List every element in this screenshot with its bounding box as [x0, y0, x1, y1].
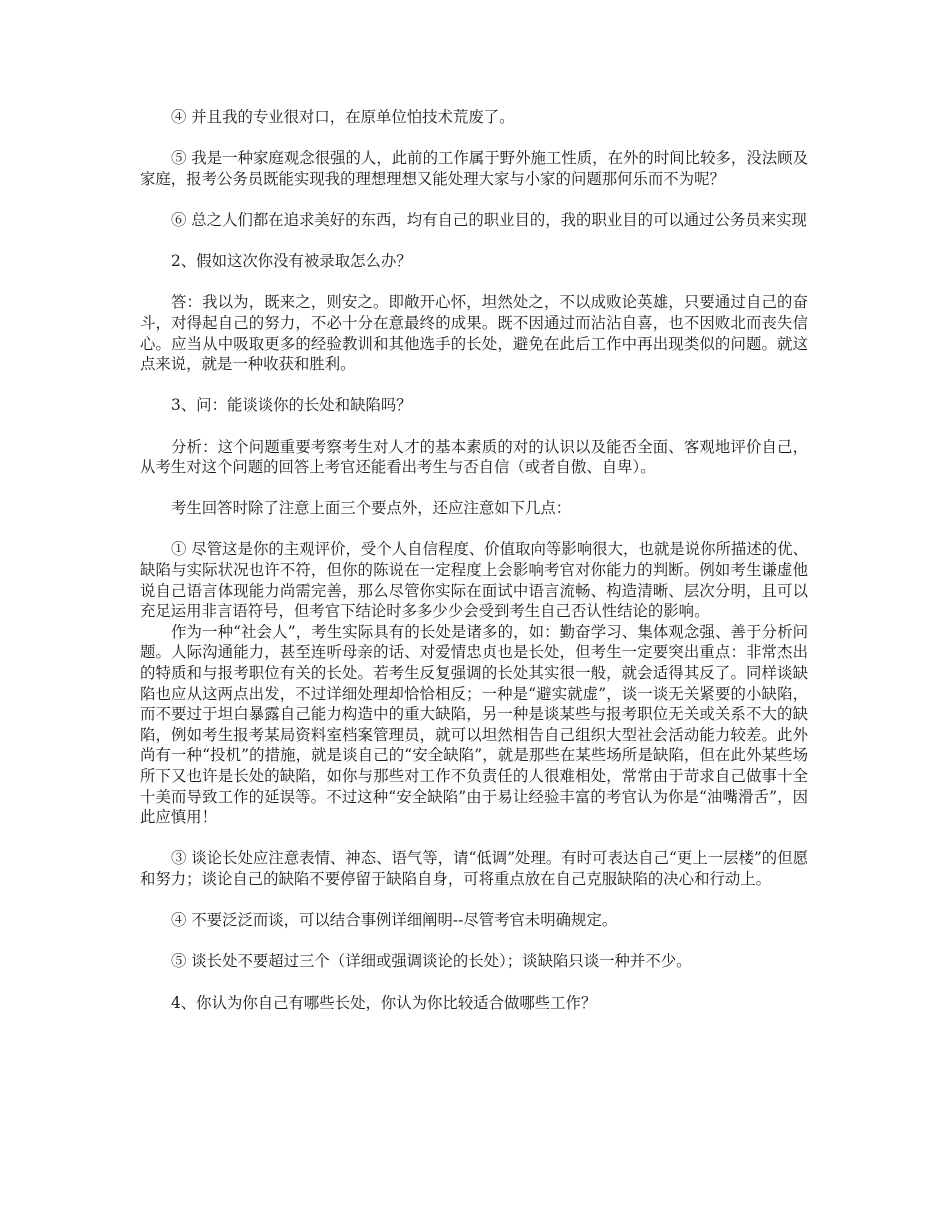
question-2-heading: 2、假如这次你没有被录取怎么办？ [171, 252, 412, 271]
paragraph-point-5-family: ⑤ 我是一种家庭观念很强的人，此前的工作属于野外施工性质，在外的时间比较多，没法顾及家庭，报考公务员既能实现我的理想理想又能处理大家与小家的问题那何乐而不为呢？ [140, 149, 808, 188]
note-1-paragraph: ① 尽管这是你的主观评价，受个人自信程度、价值取向等影响很大，也就是说你所描述的优、缺陷与实际状况也许不符，但你的陈说在一定程度上会影响考官对你能力的判断。例如考生谦虚他说自己语言体现能力尚需完善，那么尽管你实际在面试中语言流畅、构造清晰、层次分明，且可以充足运用非言语符号，但考官下结论时多多少少会受到考生自己否认性结论的影响。 [140, 540, 808, 621]
paragraph-point-6-summary: ⑥ 总之人们都在追求美好的东西，均有自己的职业目的，我的职业目的可以通过公务员来实现 [171, 210, 807, 229]
note-5-paragraph: ⑤ 谈长处不要超过三个（详细或强调谈论的长处）；谈缺陷只谈一种并不少。 [171, 952, 692, 971]
social-person-paragraph: 作为一种“社会人”，考生实际具有的长处是诸多的，如：勤奋学习、集体观念强、善于分析问题。人际沟通能力，甚至连听母亲的话、对爱情忠贞也是长处，但考生一定要突出重点：非常杰出的特质和与报考职位有关的长处。若考生反复强调的长处其实很一般，就会适得其反了。同样谈缺陷也应从这两点出发，不过详细处理却恰恰相反；一种是“避实就虚”，谈一谈无关紧要的小缺陷，而不要过于坦白暴露自己能力构造中的重大缺陷，另一种是谈某些与报考职位无关或关系不大的缺陷，例如考生报考某局资料室档案管理员，就可以坦然相告自己组织大型社会活动能力较差。此外尚有一种“投机”的措施，就是谈自己的“安全缺陷”，就是那些在某些场所是缺陷，但在此外某些场所下又也许是长处的缺陷，如你与那些对工作不负责任的人很难相处，常常由于苛求自己做事十全十美而导致工作的延误等。不过这种“安全缺陷”由于易让经验丰富的考官认为你是“油嘴滑舌”，因此应慎用！ [140, 622, 808, 827]
answer-2-paragraph: 答：我以为，既来之，则安之。即敞开心怀，坦然处之，不以成败论英雄，只要通过自己的奋斗，对得起自己的努力，不必十分在意最终的成果。既不因通过而沾沾自喜，也不因败北而丧失信心。应当从中吸取更多的经验教训和其他选手的长处，避免在此后工作中再出现类似的问题。就这点来说，就是一种收获和胜利。 [140, 293, 808, 374]
notes-intro-paragraph: 考生回答时除了注意上面三个要点外，还应注意如下几点： [171, 499, 572, 518]
note-4-paragraph: ④ 不要泛泛而谈，可以结合事例详细阐明--尽管考官未明确规定。 [171, 911, 618, 930]
question-4-heading: 4、你认为你自己有哪些长处，你认为你比较适合做哪些工作？ [171, 993, 597, 1012]
note-3-paragraph: ③ 谈论长处应注意表情、神态、语气等，请“低调”处理。有时可表达自己“更上一层楼”的但愿和努力；谈论自己的缺陷不要停留于缺陷自身，可将重点放在自己克服缺陷的决心和行动上。 [140, 849, 808, 888]
document-page [140, 107, 808, 1034]
question-3-heading: 3、问：能谈谈你的长处和缺陷吗？ [171, 396, 412, 415]
paragraph-point-4-major: ④ 并且我的专业很对口，在原单位怕技术荒废了。 [171, 108, 515, 126]
analysis-paragraph: 分析：这个问题重要考察考生对人才的基本素质的对的认识以及能否全面、客观地评价自己，从考生对这个问题的回答上考官还能看出考生与否自信（或者自傲、自卑）。 [140, 437, 808, 477]
